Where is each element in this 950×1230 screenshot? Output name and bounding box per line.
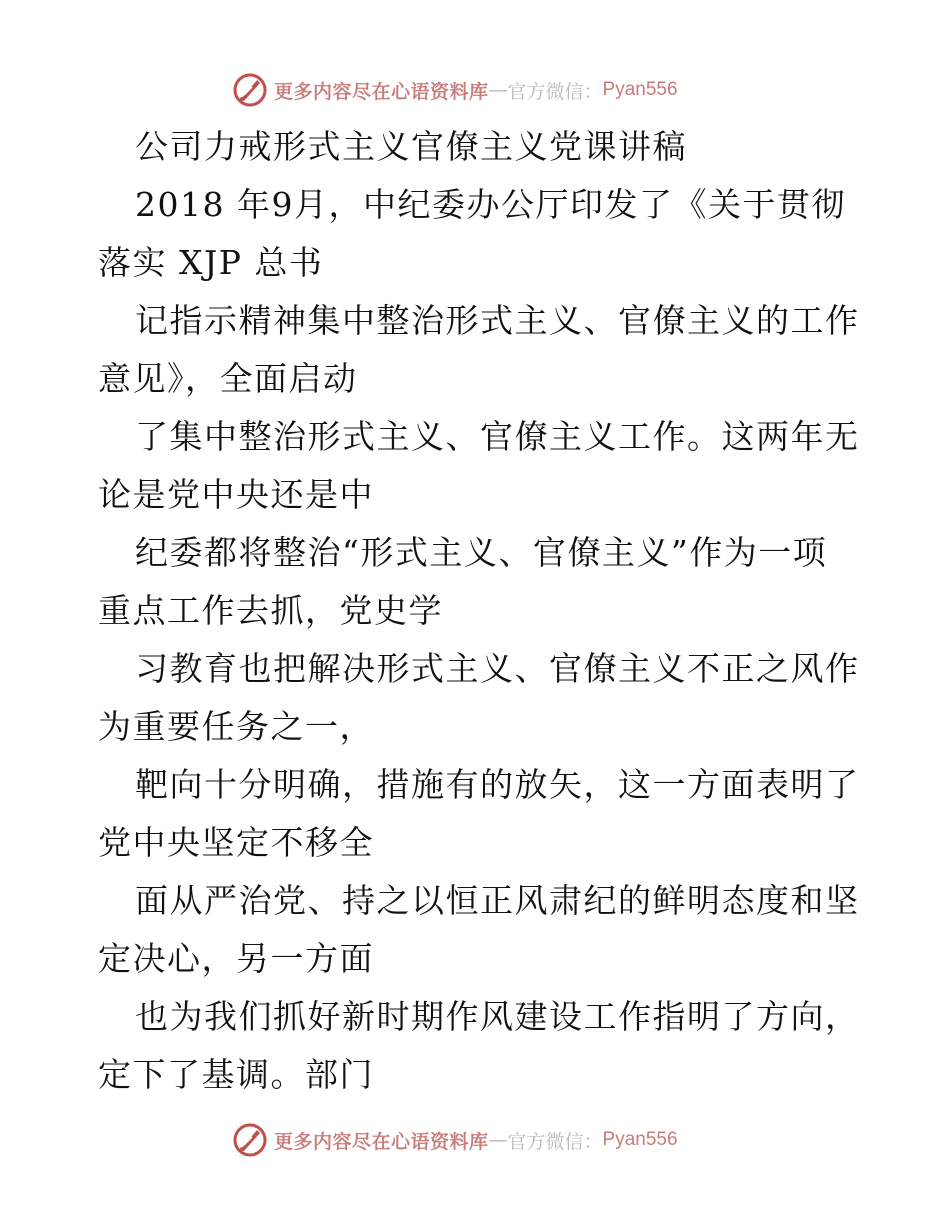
banner-separator: —: [488, 79, 508, 101]
document-title: 公司力戒形式主义官僚主义党课讲稿: [135, 127, 687, 166]
text-line: 论是党中央还是中: [98, 475, 374, 514]
banner-title: 更多内容尽在心语资料库: [274, 1130, 489, 1153]
text-line: 定决心，另一方面: [98, 939, 374, 978]
banner-contact-label: 官方微信：: [507, 80, 603, 103]
text-line: 为重要任务之一，: [98, 707, 374, 746]
text-line: 2018 年9月，中纪委办公厅印发了《关于贯彻: [135, 185, 846, 224]
text-line: 也为我们抓好新时期作风建设工作指明了方向，: [135, 997, 860, 1036]
text-line: 了集中整治形式主义、官僚主义工作。这两年无: [135, 417, 860, 456]
banner-separator: —: [488, 1129, 508, 1151]
header-banner: [232, 70, 722, 110]
text-line: 记指示精神集中整治形式主义、官僚主义的工作: [135, 301, 860, 340]
document-body: [98, 118, 858, 1104]
text-line: 定下了基调。部门: [98, 1055, 374, 1094]
banner-contact-id: Pyan556: [602, 1129, 678, 1150]
footer-banner: [232, 1120, 722, 1160]
text-line: 意见》，全面启动: [98, 359, 358, 398]
text-line: 党中央坚定不移全: [98, 823, 374, 862]
banner-contact-id: Pyan556: [602, 79, 678, 100]
text-line: 重点工作去抓，党史学: [98, 591, 443, 630]
text-line: 面从严治党、持之以恒正风肃纪的鲜明态度和坚: [135, 881, 860, 920]
quill-pen-logo-icon: [232, 1122, 268, 1158]
text-line: 靶向十分明确，措施有的放矢，这一方面表明了: [135, 765, 860, 804]
text-line: 落实 XJP 总书: [98, 243, 324, 282]
banner-contact-label: 官方微信：: [507, 1130, 603, 1153]
banner-title: 更多内容尽在心语资料库: [274, 80, 489, 103]
text-line: 纪委都将整治“形式主义、官僚主义”作为一项: [135, 533, 828, 572]
text-line: 习教育也把解决形式主义、官僚主义不正之风作: [135, 649, 860, 688]
quill-pen-logo-icon: [232, 72, 268, 108]
